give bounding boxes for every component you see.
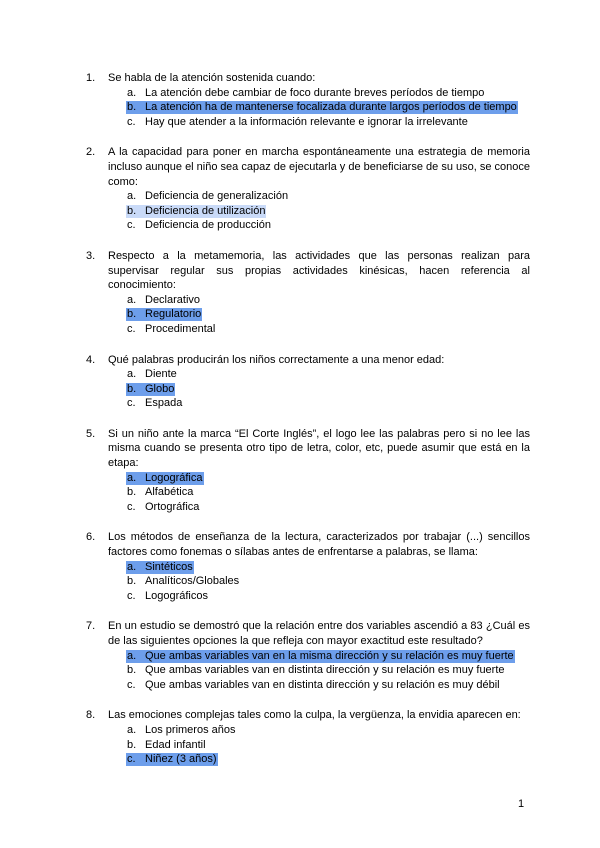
question-text: Respecto a la metamemoria, las actividades que las personas realizan para supervisar regular sus propias actividades kinésicas, hacen referencia al conocimiento: [108,249,530,292]
answer-options [108,189,530,233]
option-letter: c. [127,678,136,691]
option-letter: a. [127,471,137,484]
option-text: Alfabética [145,486,194,499]
question-text: Se habla de la atención sostenida cuando: [108,72,316,84]
answer-options [108,723,530,767]
option-letter: a. [127,723,137,736]
option-letter: a. [127,190,137,203]
answer-options [108,560,530,604]
question-item [86,145,530,233]
option-letter: c. [127,589,136,602]
option-letter: b. [127,664,137,677]
option-letter: a. [127,560,137,573]
option-text: Deficiencia de generalización [145,190,289,203]
option-text: Que ambas variables van en distinta dirección y su relación es muy fuerte [145,664,505,677]
answer-option [108,752,530,767]
answer-option [108,218,530,233]
option-text: Que ambas variables van en la misma dirección y su relación es muy fuerte [145,649,514,662]
answer-options [108,471,530,515]
question-text: Las emociones complejas tales como la culpa, la vergüenza, la envidia aparecen en: [108,709,521,722]
question-number: 1. [86,72,96,84]
option-letter: b. [127,382,137,395]
option-text: Deficiencia de utilización [145,204,266,217]
option-letter: b. [127,101,137,114]
question-text: Los métodos de enseñanza de la lectura, caracterizados por trabajar (...) sencillos factores como fonemas o sílabas antes de enfrentarse a palabras, se llama: [108,531,530,559]
option-text: La atención debe cambiar de foco durante breves períodos de tiempo [145,86,485,99]
answer-option [108,738,530,753]
option-letter: c. [127,397,136,410]
page-number: 1 [518,798,525,810]
answer-option [108,382,530,397]
answer-option [108,663,530,678]
answer-option [108,649,530,664]
option-letter: c. [127,322,136,335]
option-text: Sintéticos [145,560,193,573]
option-text: Que ambas variables van en distinta dirección y su relación es muy débil [145,678,500,691]
question-number: 3. [86,249,96,262]
option-letter: c. [127,753,136,766]
option-text: Logográficos [145,589,208,602]
answer-options [108,293,530,337]
answer-option [108,86,530,101]
option-letter: a. [127,368,137,381]
question-item [86,427,530,515]
answer-options [108,649,530,693]
question-text: Si un niño ante la marca “El Corte Inglés”, el logo lee las palabras pero si no lee las misma cuando se presenta otro tipo de letra, color, etc, puede asumir que está en la etapa: [108,427,530,470]
answer-option [108,560,530,575]
answer-option [108,396,530,411]
option-letter: b. [127,308,137,321]
answer-option [108,500,530,515]
question-item [86,530,530,603]
question-text: Qué palabras producirán los niños correctamente a una menor edad: [108,353,445,366]
answer-option [108,678,530,693]
option-text: Logográfica [145,471,203,484]
answer-option [108,307,530,322]
option-letter: b. [127,575,137,588]
option-text: Globo [145,382,175,395]
question-item [86,353,530,411]
answer-option [108,189,530,204]
question-list [86,71,530,783]
option-text: Niñez (3 años) [145,753,217,766]
option-text: Edad infantil [145,738,206,751]
answer-option [108,485,530,500]
question-text: A la capacidad para poner en marcha espontáneamente una estrategia de memoria incluso aunque el niño sea capaz de ejecutarla y de beneficiarse de su uso, se conoce como: [108,146,530,188]
option-letter: a. [127,86,137,99]
answer-option [108,574,530,589]
option-text: Ortográfica [145,500,200,513]
option-letter: b. [127,204,137,217]
option-letter: c. [127,115,136,128]
option-letter: c. [127,500,136,513]
option-text: Analíticos/Globales [145,575,240,588]
answer-option [108,100,530,115]
answer-option [108,367,530,382]
option-text: Regulatorio [145,308,202,321]
question-item [86,708,530,766]
option-text: La atención ha de mantenerse focalizada durante largos períodos de tiempo [145,101,517,114]
answer-option [108,115,530,130]
answer-options [108,367,530,411]
answer-option [108,471,530,486]
question-number: 5. [86,427,96,440]
option-text: Diente [145,368,177,381]
answer-option [108,589,530,604]
option-letter: b. [127,486,137,499]
answer-option [108,322,530,337]
question-number: 8. [86,709,96,722]
option-text: Hay que atender a la información relevante e ignorar la irrelevante [145,115,468,128]
answer-option [108,723,530,738]
question-item [86,249,530,337]
option-letter: a. [127,293,137,306]
option-text: Deficiencia de producción [145,219,271,232]
answer-options [108,86,530,130]
answer-option [108,293,530,308]
question-text: En un estudio se demostró que la relación entre dos variables ascendió a 83 ¿Cuál es de las siguientes opciones la que refleja con mayor exactitud este resultado? [108,620,530,647]
option-text: Declarativo [145,293,201,306]
question-item [86,71,530,129]
question-number: 2. [86,146,96,159]
option-letter: a. [127,649,137,662]
option-letter: c. [127,219,136,232]
option-text: Los primeros años [145,723,236,736]
question-number: 6. [86,531,96,544]
option-text: Espada [145,397,183,410]
answer-option [108,204,530,219]
option-letter: b. [127,738,137,751]
question-item [86,619,530,692]
option-text: Procedimental [145,322,216,335]
question-number: 7. [86,620,96,633]
question-number: 4. [86,353,96,366]
